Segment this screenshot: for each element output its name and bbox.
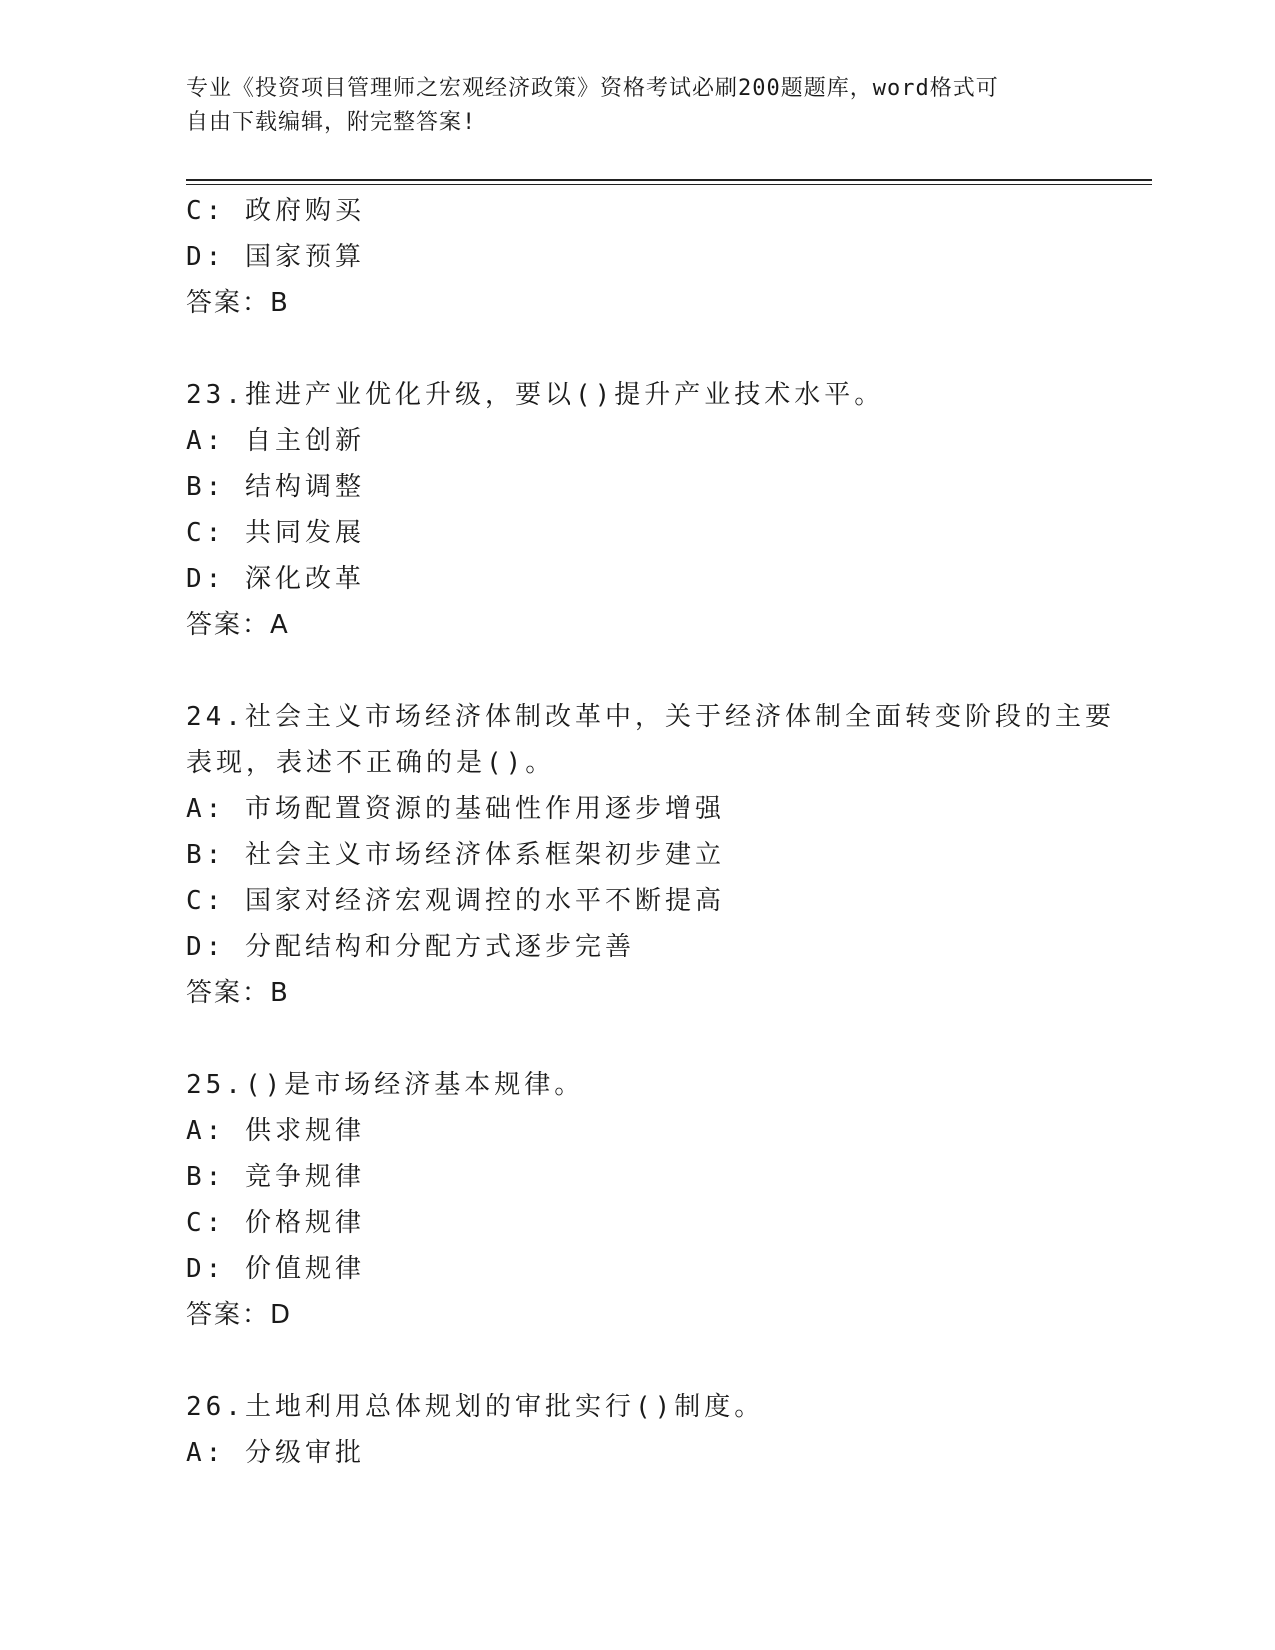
header-divider-thick (186, 179, 1152, 181)
answer-line: 答案：A (186, 610, 290, 640)
option-d: D: 价值规律 (186, 1254, 365, 1284)
question-list (186, 188, 1115, 1476)
option-a: A: 供求规律 (186, 1116, 365, 1146)
option-b: B: 竞争规律 (186, 1162, 365, 1192)
option-c: C: 政府购买 (186, 196, 365, 226)
question-23 (186, 372, 1086, 648)
option-c: C: 国家对经济宏观调控的水平不断提高 (186, 886, 725, 916)
question-text-continued: 表现，表述不正确的是()。 (186, 748, 556, 778)
option-d: D: 分配结构和分配方式逐步完善 (186, 932, 635, 962)
document-header (186, 72, 1066, 140)
question-text: 23.推进产业优化升级，要以()提升产业技术水平。 (186, 380, 885, 410)
option-a: A: 市场配置资源的基础性作用逐步增强 (186, 794, 725, 824)
question-22-tail (186, 188, 1086, 326)
spacer (186, 1016, 1086, 1062)
header-divider-thin (186, 184, 1152, 185)
option-a: A: 分级审批 (186, 1438, 365, 1468)
option-b: B: 社会主义市场经济体系框架初步建立 (186, 840, 725, 870)
option-d: D: 国家预算 (186, 242, 365, 272)
question-text: 24.社会主义市场经济体制改革中，关于经济体制全面转变阶段的主要 (186, 702, 1115, 732)
header-line-1: 专业《投资项目管理师之宏观经济政策》资格考试必刷200题题库，word格式可 (186, 76, 999, 101)
option-c: C: 共同发展 (186, 518, 365, 548)
header-line-2: 自由下载编辑，附完整答案! (186, 110, 477, 135)
spacer (186, 326, 1086, 372)
question-text: 25.()是市场经济基本规律。 (186, 1070, 585, 1100)
option-a: A: 自主创新 (186, 426, 365, 456)
option-d: D: 深化改革 (186, 564, 365, 594)
answer-line: 答案：B (186, 978, 290, 1008)
spacer (186, 1338, 1086, 1384)
question-text: 26.土地利用总体规划的审批实行()制度。 (186, 1392, 765, 1422)
answer-line: 答案：D (186, 1300, 293, 1330)
question-25 (186, 1062, 1086, 1338)
question-26 (186, 1384, 1086, 1476)
answer-line: 答案：B (186, 288, 290, 318)
question-24 (186, 694, 1115, 1016)
option-c: C: 价格规律 (186, 1208, 365, 1238)
spacer (186, 648, 1086, 694)
option-b: B: 结构调整 (186, 472, 365, 502)
